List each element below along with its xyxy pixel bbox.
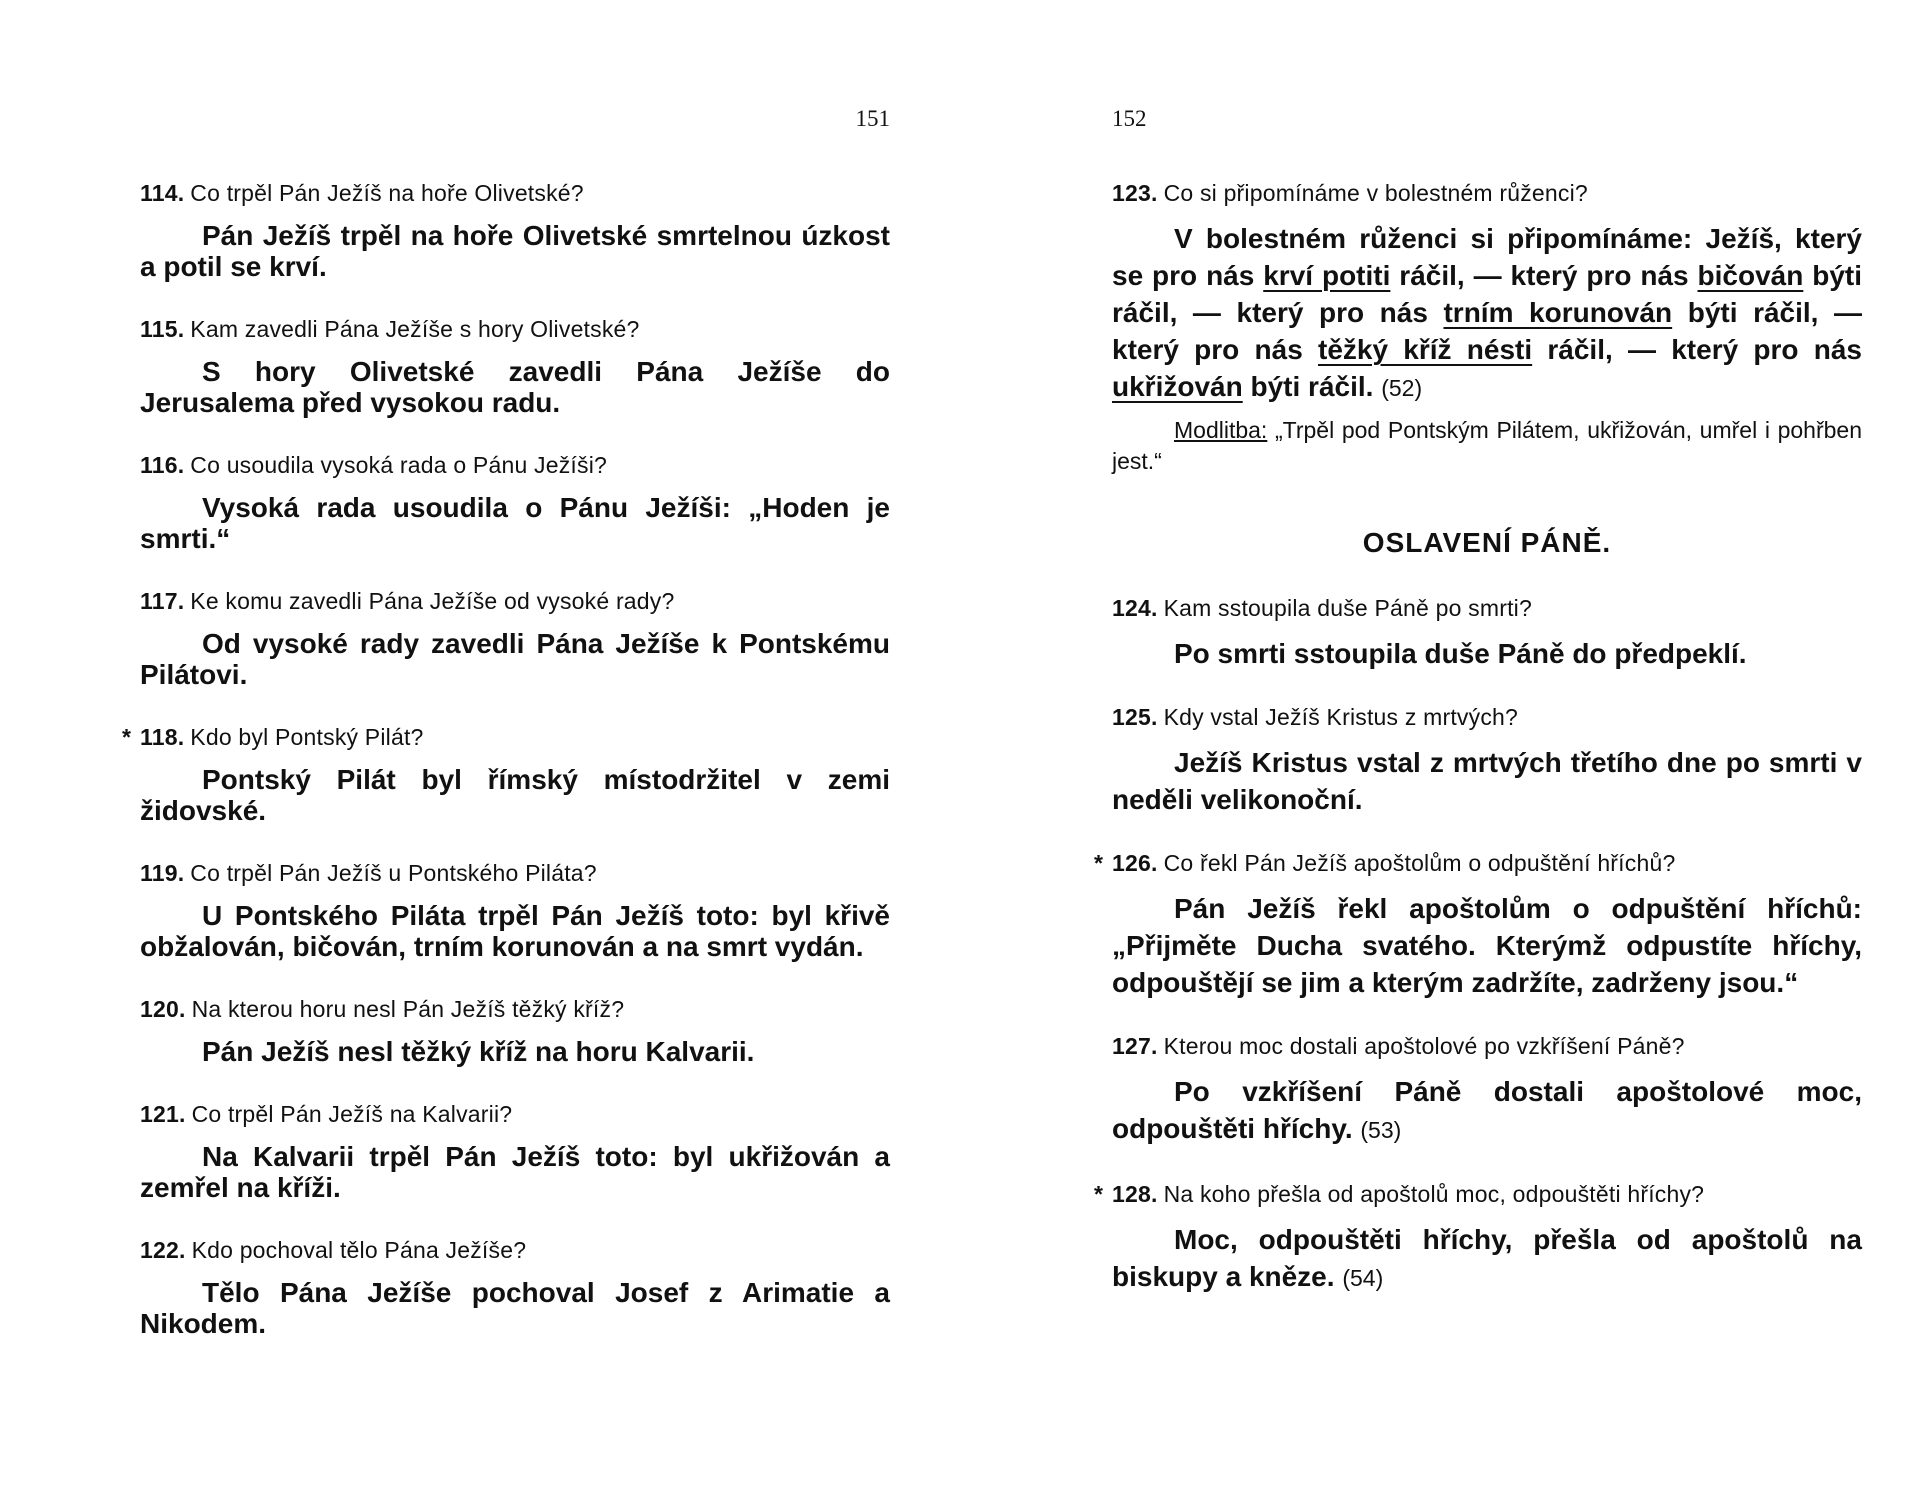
question-block	[140, 1235, 890, 1339]
right-page-content	[1094, 178, 1863, 1327]
answer	[140, 1036, 890, 1067]
answer-text: Pán Ježíš nesl těžký kříž na horu Kalvarii.	[202, 1036, 755, 1067]
answer-text: ráčil, — který pro nás	[1532, 334, 1862, 365]
question	[1112, 702, 1862, 732]
answer	[140, 220, 890, 282]
question-number: 116.	[140, 452, 185, 478]
question-text: Kdo pochoval tělo Pána Ježíše?	[191, 1237, 527, 1263]
question-number: 118.	[140, 724, 185, 750]
question-text: Kam sstoupila duše Páně po smrti?	[1163, 595, 1532, 621]
prayer-label: Modlitba:	[1174, 417, 1268, 443]
question-number: 127.	[1112, 1033, 1158, 1059]
question	[140, 178, 890, 208]
question-text: Co trpěl Pán Ježíš na Kalvarii?	[191, 1101, 513, 1127]
prayer	[1112, 415, 1862, 477]
question-text: Co trpěl Pán Ježíš na hoře Olivetské?	[190, 180, 584, 206]
question	[140, 1235, 890, 1265]
question	[1112, 1179, 1862, 1209]
question-block	[140, 314, 890, 418]
underlined-text: bičován	[1697, 260, 1804, 291]
answer-text: Po smrti sstoupila duše Páně do předpeklí.	[1174, 638, 1747, 669]
question-block	[140, 178, 890, 282]
question-text: Kam zavedli Pána Ježíše s hory Olivetské?	[190, 316, 640, 342]
underlined-text: trním korunován	[1443, 297, 1673, 328]
answer-text: býti ráčil, — který pro nás	[1112, 297, 1863, 365]
question-number: 114.	[140, 180, 185, 206]
question-text: Kterou moc dostali apoštolové po vzkříšení Páně?	[1163, 1033, 1685, 1059]
question-text: Co usoudila vysoká rada o Pánu Ježíši?	[190, 452, 608, 478]
question	[1112, 178, 1862, 208]
question	[1112, 848, 1862, 878]
asterisk-mark: *	[1094, 850, 1103, 876]
question	[140, 450, 890, 480]
asterisk-mark: *	[122, 724, 131, 750]
question-block	[1112, 1031, 1862, 1149]
answer-text: Vysoká rada usoudila o Pánu Ježíši: „Hoden je smrti.“	[140, 492, 890, 554]
asterisk-mark: *	[1094, 1181, 1103, 1207]
question	[140, 586, 890, 616]
underlined-text: krví potiti	[1263, 260, 1391, 291]
answer	[1112, 890, 1862, 1001]
question-number: 122.	[140, 1237, 186, 1263]
question	[140, 1099, 890, 1129]
answer	[140, 764, 890, 826]
question-text: Co řekl Pán Ježíš apoštolům o odpuštění hříchů?	[1163, 850, 1676, 876]
question-block	[1112, 702, 1862, 818]
answer-text: býti ráčil, — který pro nás	[1112, 260, 1863, 328]
question-text: Co trpěl Pán Ježíš u Pontského Piláta?	[190, 860, 597, 886]
question-text: Co si připomínáme v bolestném růženci?	[1163, 180, 1588, 206]
answer-text: V bolestném růženci si připomínáme: Ježíš, který se pro nás	[1112, 223, 1862, 291]
question-text: Na kterou horu nesl Pán Ježíš těžký kříž?	[191, 996, 625, 1022]
question-number: 120.	[140, 996, 186, 1022]
question-block	[1112, 593, 1862, 672]
answer-text: Pán Ježíš trpěl na hoře Olivetské smrtelnou úzkost a potil se krví.	[140, 220, 890, 282]
question-number: 123.	[1112, 180, 1158, 206]
right-question-list	[1094, 593, 1862, 1297]
question	[140, 994, 890, 1024]
question-number: 126.	[1112, 850, 1158, 876]
reference-number: (54)	[1342, 1265, 1384, 1291]
question-block	[1094, 848, 1862, 1001]
answer-text: Pontský Pilát byl římský místodržitel v zemi židovské.	[140, 764, 890, 826]
question-block	[140, 858, 890, 962]
section-title: OSLAVENÍ PÁNĚ.	[1362, 527, 1612, 558]
underlined-text: ukřižován	[1112, 371, 1243, 402]
answer	[140, 1277, 890, 1339]
question-text: Kdy vstal Ježíš Kristus z mrtvých?	[1163, 704, 1519, 730]
question-number: 119.	[140, 860, 185, 886]
answer-text: ráčil, — který pro nás	[1390, 260, 1698, 291]
answer-text: Na Kalvarii trpěl Pán Ježíš toto: byl ukřižován a zemřel na kříži.	[140, 1141, 890, 1203]
answer-text: Moc, odpouštěti hříchy, přešla od apoštolů na biskupy a kněze.	[1112, 1224, 1862, 1292]
question-block	[140, 1099, 890, 1203]
answer-text: S hory Olivetské zavedli Pána Ježíše do Jerusalema před vysokou radu.	[140, 356, 890, 418]
question-block	[140, 994, 890, 1067]
answer	[140, 628, 890, 690]
question-block	[122, 722, 890, 826]
answer	[140, 1141, 890, 1203]
answer-text: Tělo Pána Ježíše pochoval Josef z Arimatie a Nikodem.	[140, 1277, 890, 1339]
question	[1112, 593, 1862, 623]
question-number: 117.	[140, 588, 185, 614]
question-number: 115.	[140, 316, 185, 342]
answer-text: U Pontského Piláta trpěl Pán Ježíš toto: byl křivě obžalován, bičován, trním korunován a na smrt vydán.	[140, 900, 890, 962]
underlined-text: těžký kříž nésti	[1318, 334, 1533, 365]
question-number: 125.	[1112, 704, 1158, 730]
question	[140, 858, 890, 888]
question-text: Ke komu zavedli Pána Ježíše od vysoké rady?	[190, 588, 675, 614]
answer-text: Po vzkříšení Páně dostali apoštolové moc, odpouštěti hříchy.	[1112, 1076, 1862, 1144]
question	[140, 314, 890, 344]
answer-text: býti ráčil.	[1242, 371, 1374, 402]
page-number: 151	[855, 106, 890, 131]
question-number: 124.	[1112, 595, 1158, 621]
answer	[140, 492, 890, 554]
answer	[1112, 1221, 1862, 1297]
reference-number: (53)	[1360, 1117, 1402, 1143]
question	[140, 722, 890, 752]
prayer-text: „Trpěl pod Pontským Pilátem, ukřižován, umřel i pohřben jest.“	[1112, 417, 1862, 474]
answer-text: Od vysoké rady zavedli Pána Ježíše k Pontskému Pilátovi.	[140, 628, 890, 690]
answer-text: Ježíš Kristus vstal z mrtvých třetího dne po smrti v neděli velikonoční.	[1112, 747, 1862, 815]
answer	[1112, 220, 1862, 407]
answer	[140, 900, 890, 962]
answer	[140, 356, 890, 418]
question-block	[140, 586, 890, 690]
question-number: 121.	[140, 1101, 186, 1127]
question-text: Kdo byl Pontský Pilát?	[190, 724, 424, 750]
page-number: 152	[1112, 106, 1147, 131]
left-page-content	[122, 178, 890, 1371]
answer-text: Pán Ježíš řekl apoštolům o odpuštění hříchů: „Přijměte Ducha svatého. Kterýmž odpustíte hříchy, odpouštějí se jim a kterým zadržíte, zadrženy jsou.“	[1112, 893, 1862, 998]
question-text: Na koho přešla od apoštolů moc, odpouštěti hříchy?	[1163, 1181, 1705, 1207]
answer	[1112, 1073, 1862, 1149]
answer	[1112, 635, 1862, 672]
question-block	[140, 450, 890, 554]
reference-number: (52)	[1381, 375, 1423, 401]
question-block	[1112, 178, 1862, 477]
answer	[1112, 744, 1862, 818]
question	[1112, 1031, 1862, 1061]
question-block	[1094, 1179, 1862, 1297]
question-number: 128.	[1112, 1181, 1158, 1207]
